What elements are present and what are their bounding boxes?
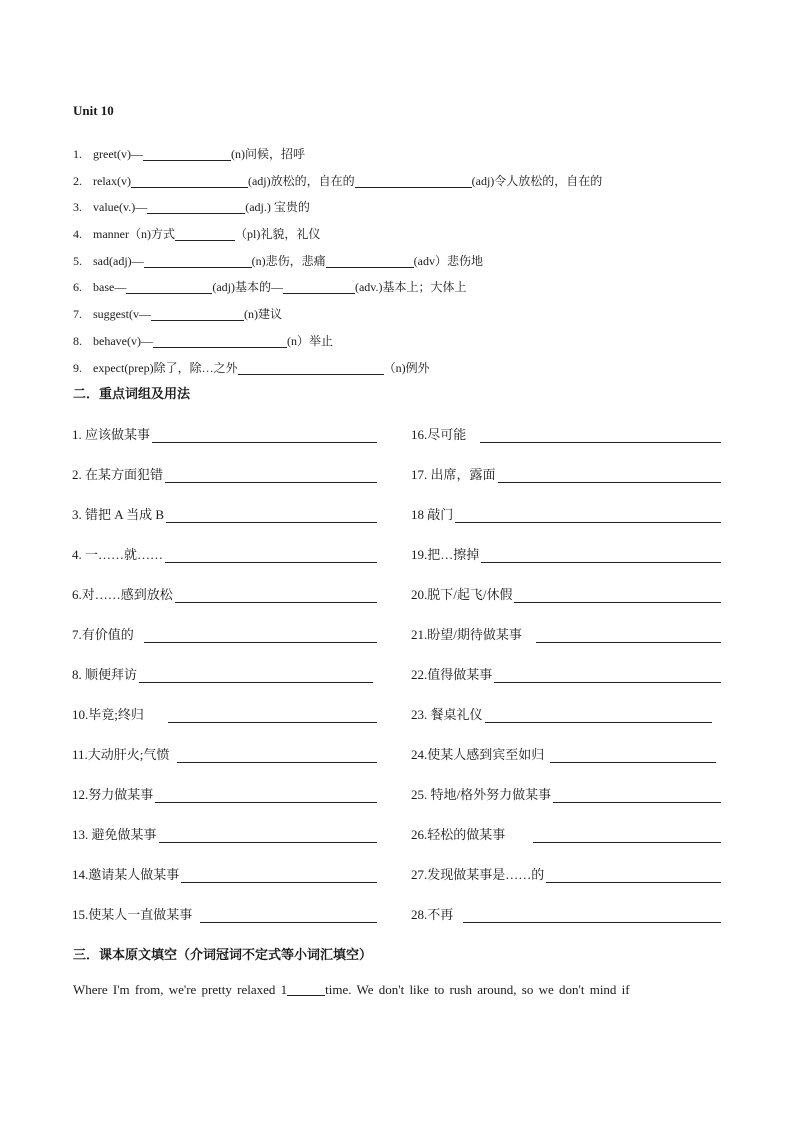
vocab-item-1: 1. greet(v)— (n)问候，招呼 [73, 141, 602, 168]
vocab-number: 4. [73, 227, 82, 242]
vocab-item-9: 9. expect(prep)除了，除…之外 （n)例外 [73, 355, 602, 382]
phrase-item: 13. 避免做某事 [72, 824, 377, 843]
phrase-item: 7.有价值的 [72, 624, 377, 643]
phrase-item: 26.轻松的做某事 [411, 824, 721, 843]
answer-blank[interactable] [326, 253, 414, 268]
phrase-row [0, 858, 794, 898]
phrase-row [0, 458, 794, 498]
phrase-item: 15.使某人一直做某事 [72, 904, 377, 923]
phrase-item: 17. 出席，露面 [411, 464, 721, 483]
phrase-table [0, 418, 794, 938]
answer-blank[interactable] [155, 788, 377, 803]
answer-blank[interactable] [159, 828, 377, 843]
answer-blank[interactable] [144, 253, 252, 268]
phrase-item: 23. 餐桌礼仪 [411, 704, 712, 723]
answer-blank[interactable] [143, 146, 231, 161]
answer-blank[interactable] [175, 588, 377, 603]
phrase-row [0, 498, 794, 538]
phrase-item: 22.值得做某事 [411, 664, 721, 683]
answer-blank[interactable] [152, 428, 377, 443]
phrase-item: 6.对……感到放松 [72, 584, 377, 603]
vocab-number: 5. [73, 253, 82, 268]
answer-blank[interactable] [455, 508, 721, 523]
phrase-item: 19.把…擦掉 [411, 544, 721, 563]
vocab-item-5: 5. sad(adj)— (n)悲伤，悲痛 (adv）悲伤地 [73, 248, 602, 275]
vocab-list [73, 141, 602, 381]
answer-blank[interactable] [463, 908, 721, 923]
answer-blank[interactable] [153, 333, 287, 348]
vocab-number: 3. [73, 200, 82, 215]
phrase-item: 1. 应该做某事 [72, 424, 377, 443]
vocab-item-7: 7. suggest(v— (n)建议 [73, 301, 602, 328]
phrase-item: 8. 顺便拜访 [72, 664, 373, 683]
phrase-item: 14.邀请某人做某事 [72, 864, 377, 883]
answer-blank[interactable] [546, 868, 721, 883]
answer-blank[interactable] [283, 279, 355, 294]
answer-blank[interactable] [147, 199, 245, 214]
answer-blank[interactable] [175, 226, 235, 241]
vocab-number: 1. [73, 147, 82, 161]
answer-blank[interactable] [494, 668, 721, 683]
answer-blank[interactable] [514, 588, 721, 603]
answer-blank[interactable] [536, 628, 721, 643]
phrase-row [0, 658, 794, 698]
answer-blank[interactable] [144, 628, 377, 643]
phrase-item: 18 敲门 [411, 504, 721, 523]
phrase-item: 20.脱下/起飞/休假 [411, 584, 721, 603]
answer-blank[interactable] [485, 708, 712, 723]
unit-title: Unit 10 [73, 103, 114, 118]
vocab-number: 8. [73, 333, 82, 348]
phrase-item: 16.尽可能 [411, 424, 721, 443]
phrase-item: 25. 特地/格外努力做某事 [411, 784, 721, 803]
phrase-item: 2. 在某方面犯错 [72, 464, 377, 483]
answer-blank[interactable] [151, 306, 244, 321]
vocab-item-8: 8. behave(v)— (n）举止 [73, 328, 602, 355]
phrase-item: 24.使某人感到宾至如归 [411, 744, 716, 763]
phrase-row [0, 898, 794, 938]
answer-blank[interactable] [181, 868, 377, 883]
phrase-row [0, 538, 794, 578]
answer-blank[interactable] [481, 548, 721, 563]
phrase-item: 3. 错把 A 当成 B [72, 504, 377, 523]
answer-blank[interactable] [165, 548, 377, 563]
answer-blank[interactable] [553, 788, 721, 803]
vocab-number: 7. [73, 307, 82, 322]
phrase-item: 10.毕竟;终归 [72, 704, 377, 723]
vocab-item-4: 4. manner（n)方式 （pl)礼貌，礼仪 [73, 221, 602, 248]
section-3-title: 三．课本原文填空（介词冠词不定式等小词汇填空） [73, 948, 373, 963]
phrase-row [0, 778, 794, 818]
vocab-item-6: 6. base— (adj)基本的— (adv.)基本上；大体上 [73, 274, 602, 301]
answer-blank[interactable] [177, 748, 377, 763]
phrase-row [0, 618, 794, 658]
vocab-item-2: 2. relax(v) (adj)放松的，自在的 (adj)令人放松的，自在的 [73, 168, 602, 195]
answer-blank[interactable] [166, 508, 377, 523]
phrase-row [0, 818, 794, 858]
answer-blank[interactable] [550, 748, 716, 763]
phrase-row [0, 578, 794, 618]
reading-passage: Where I'm from, we're pretty relaxed 1 time. We don't like to rush around, so we don't mind if [73, 982, 630, 997]
phrase-item: 12.努力做某事 [72, 784, 377, 803]
answer-blank[interactable] [139, 668, 373, 683]
phrase-item: 21.盼望/期待做某事 [411, 624, 721, 643]
phrase-item: 27.发现做某事是……的 [411, 864, 721, 883]
answer-blank[interactable] [200, 908, 377, 923]
phrase-item: 11.大动肝火;气愤 [72, 744, 377, 763]
answer-blank[interactable] [238, 360, 384, 375]
vocab-number: 9. [73, 360, 82, 375]
phrase-row [0, 698, 794, 738]
phrase-item: 28.不再 [411, 904, 721, 923]
vocab-number: 6. [73, 280, 82, 295]
answer-blank[interactable] [168, 708, 377, 723]
phrase-item: 4. 一……就…… [72, 544, 377, 563]
answer-blank[interactable] [131, 173, 248, 188]
answer-blank[interactable] [355, 173, 472, 188]
answer-blank[interactable] [126, 279, 212, 294]
phrase-row [0, 418, 794, 458]
answer-blank[interactable] [533, 828, 721, 843]
answer-blank[interactable] [480, 428, 721, 443]
vocab-item-3: 3. value(v.)— (adj.) 宝贵的 [73, 194, 602, 221]
answer-blank[interactable] [498, 468, 721, 483]
answer-blank[interactable] [165, 468, 377, 483]
answer-blank[interactable] [287, 982, 325, 996]
section-2-title: 二．重点词组及用法 [73, 387, 191, 402]
vocab-number: 2. [73, 173, 82, 188]
phrase-row [0, 738, 794, 778]
